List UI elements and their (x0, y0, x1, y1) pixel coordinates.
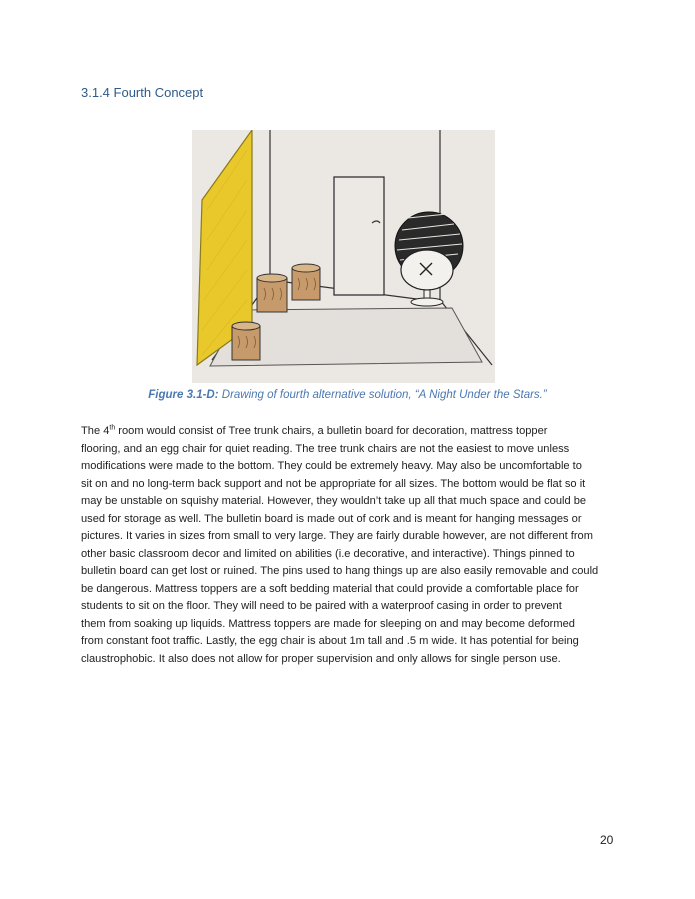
section-heading: 3.1.4 Fourth Concept (81, 85, 204, 100)
paragraph-line: other basic classroom decor and limited on abilities (i.e decorative, and interactive). Things pinned to (81, 547, 575, 560)
paragraph-line: may be unstable on squishy material. However, they wouldn’t take up all that much space and could be (81, 495, 587, 507)
paragraph-line: be dangerous. Mattress toppers are a soft bedding material that could provide a comfortable place for (81, 582, 579, 595)
paragraph-line: students to sit on the floor. They will need to be paired with a waterproof casing in order to prevent (81, 600, 562, 612)
figure-caption (81, 389, 614, 401)
paragraph-line: modifications were made to the bottom. They could be extremely heavy. May also be uncomfortable to (81, 460, 582, 472)
figure-label: Figure 3.1-D: (148, 389, 219, 401)
paragraph-line: pictures. It varies in sizes from small to very large. They are fairly durable however, are not different from (81, 530, 593, 542)
superscript-th: th (109, 424, 116, 432)
concept-drawing (192, 130, 495, 383)
paragraph-line: flooring, and an egg chair for quiet reading. The tree trunk chairs are not the easiest to move unless (81, 442, 570, 455)
paragraph-line: them from soaking up liquids. Mattress toppers are made for sleeping on and may become deformed (81, 617, 575, 630)
paragraph-line: from constant foot traffic. Lastly, the egg chair is about 1m tall and .5 m wide. It has potential for being (81, 635, 579, 647)
door (334, 177, 384, 295)
paragraph-line (81, 423, 614, 441)
paragraph-line-start: The 4 (81, 425, 110, 437)
paragraph-line-end: room would consist of Tree trunk chairs, a bulletin board for decoration, mattress topper (115, 425, 548, 437)
paragraph-line: used for storage as well. The bulletin board is made out of cork and is meant for hanging messages or (81, 512, 582, 525)
room-drawing-svg (192, 130, 495, 383)
body-paragraph (81, 423, 614, 668)
paragraph-line: sit on and no long-term back support and not be appropriate for all sizes. The bottom would be flat so it (81, 477, 586, 490)
paragraph-line: claustrophobic. It also does not allow for proper supervision and only allows for single person use. (81, 652, 561, 665)
page-number: 20 (600, 833, 614, 847)
figure-caption-text: Drawing of fourth alternative solution, “A Night Under the Stars.” (218, 389, 547, 401)
paragraph-line: bulletin board can get lost or ruined. The pins used to hang things up are also easily removable and could (81, 565, 599, 577)
